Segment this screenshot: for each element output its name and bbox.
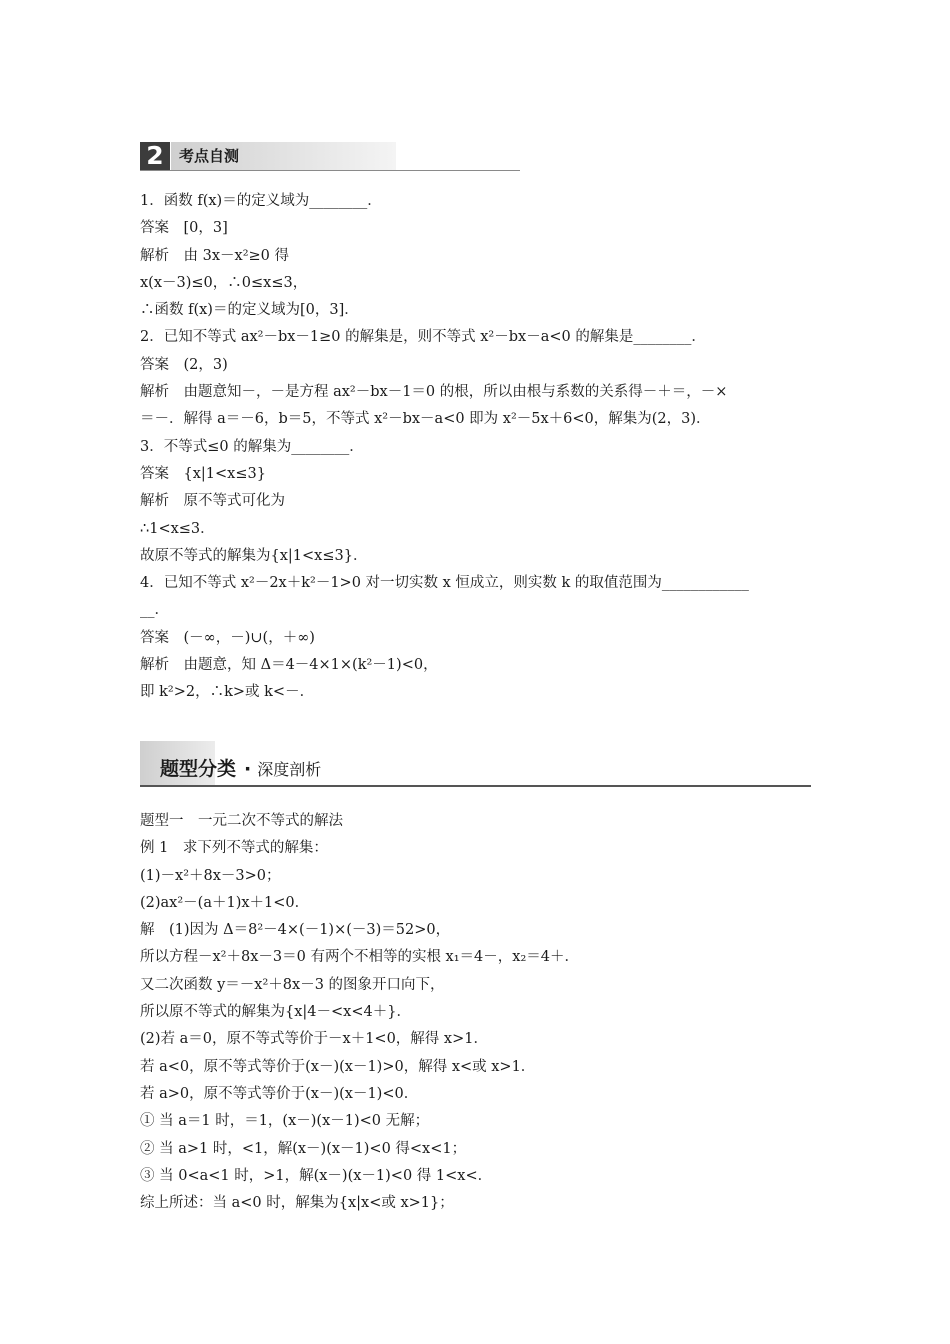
text-line: ＝－．解得 a＝－6，b＝5，不等式 x²－bx－a<0 即为 x²－5x＋6<0，解集为(2，3)． <box>140 411 711 428</box>
text-line: (2)若 a＝0，原不等式等价于－x＋1<0，解得 x>1． <box>140 1031 488 1048</box>
text-line: x(x－3)≤0，∴0≤x≤3， <box>140 274 308 291</box>
text-line: 答案 [0，3] <box>140 220 228 237</box>
section-heading <box>160 754 321 781</box>
text-line: 所以原不等式的解集为{x|4－<x<4＋}． <box>140 1004 411 1021</box>
text-line: 例 1 求下列不等式的解集： <box>140 840 328 857</box>
section-number: 2 <box>140 142 170 170</box>
text-line: 解析 由 3x－x²≥0 得 <box>140 247 289 264</box>
text-line: 若 a<0，原不等式等价于(x－)(x－1)>0，解得 x<或 x>1． <box>140 1058 536 1075</box>
section-title: 题型分类 <box>160 758 237 780</box>
text-line: 答案 (－∞，－)∪(，＋∞) <box>140 629 315 646</box>
text-line: __． <box>140 602 169 619</box>
text-line: 若 a>0，原不等式等价于(x－)(x－1)<0． <box>140 1085 419 1102</box>
text-line: (2)ax²－(a＋1)x＋1<0． <box>140 894 310 911</box>
text-line: ∴函数 f(x)＝的定义域为[0，3]． <box>140 302 359 319</box>
problem-types-content <box>140 808 812 1217</box>
text-line: 所以方程－x²＋8x－3＝0 有两个不相等的实根 x₁＝4－，x₂＝4＋． <box>140 949 579 966</box>
text-line: 3．不等式≤0 的解集为________． <box>140 438 364 455</box>
text-line: 题型一 一元二次不等式的解法 <box>140 813 343 829</box>
text-line: 综上所述：当 a<0 时，解集为{x|x<或 x>1}； <box>140 1195 454 1212</box>
text-line: 4．已知不等式 x²－2x＋k²－1>0 对一切实数 x 恒成立，则实数 k 的取值范围为____________ <box>140 575 749 592</box>
text-line: (1)－x²＋8x－3>0； <box>140 867 281 884</box>
text-line: ② 当 a>1 时，<1，解(x－)(x－1)<0 得<x<1； <box>140 1140 467 1157</box>
self-test-content <box>140 188 812 707</box>
text-line: 2．已知不等式 ax²－bx－1≥0 的解集是，则不等式 x²－bx－a<0 的解集是________． <box>140 329 706 346</box>
section-title: 考点自测 <box>171 142 396 170</box>
text-line: ③ 当 0<a<1 时，>1，解(x－)(x－1)<0 得 1<x<． <box>140 1167 493 1184</box>
text-line: 答案 (2，3) <box>140 356 228 373</box>
text-line: 解 (1)因为 Δ＝8²－4×(－1)×(－3)＝52>0， <box>140 922 451 939</box>
section-divider <box>140 785 811 787</box>
text-line: 答案 {x|1<x≤3} <box>140 465 266 482</box>
section-divider <box>140 170 520 171</box>
separator-dot: · <box>244 758 252 780</box>
text-line: ① 当 a＝1 时，＝1，(x－)(x－1)<0 无解； <box>140 1113 430 1130</box>
text-line: 解析 原不等式可化为 <box>140 493 285 510</box>
section-subtitle: 深度剖析 <box>257 760 322 779</box>
text-line: 故原不等式的解集为{x|1<x≤3}． <box>140 547 368 564</box>
section-header-kaodian <box>140 142 520 172</box>
text-line: 即 k²>2，∴k>或 k<－． <box>140 684 315 701</box>
text-line: 解析 由题意知－，－是方程 ax²－bx－1＝0 的根，所以由根与系数的关系得－＋＝，－× <box>140 384 728 401</box>
text-line: 1．函数 f(x)＝的定义域为________． <box>140 193 382 209</box>
text-line: ∴1<x≤3． <box>140 520 215 537</box>
text-line: 解析 由题意，知 Δ＝4－4×1×(k²－1)<0， <box>140 657 438 674</box>
text-line: 又二次函数 y＝－x²＋8x－3 的图象开口向下， <box>140 976 445 993</box>
section-header-tixing <box>140 741 811 789</box>
